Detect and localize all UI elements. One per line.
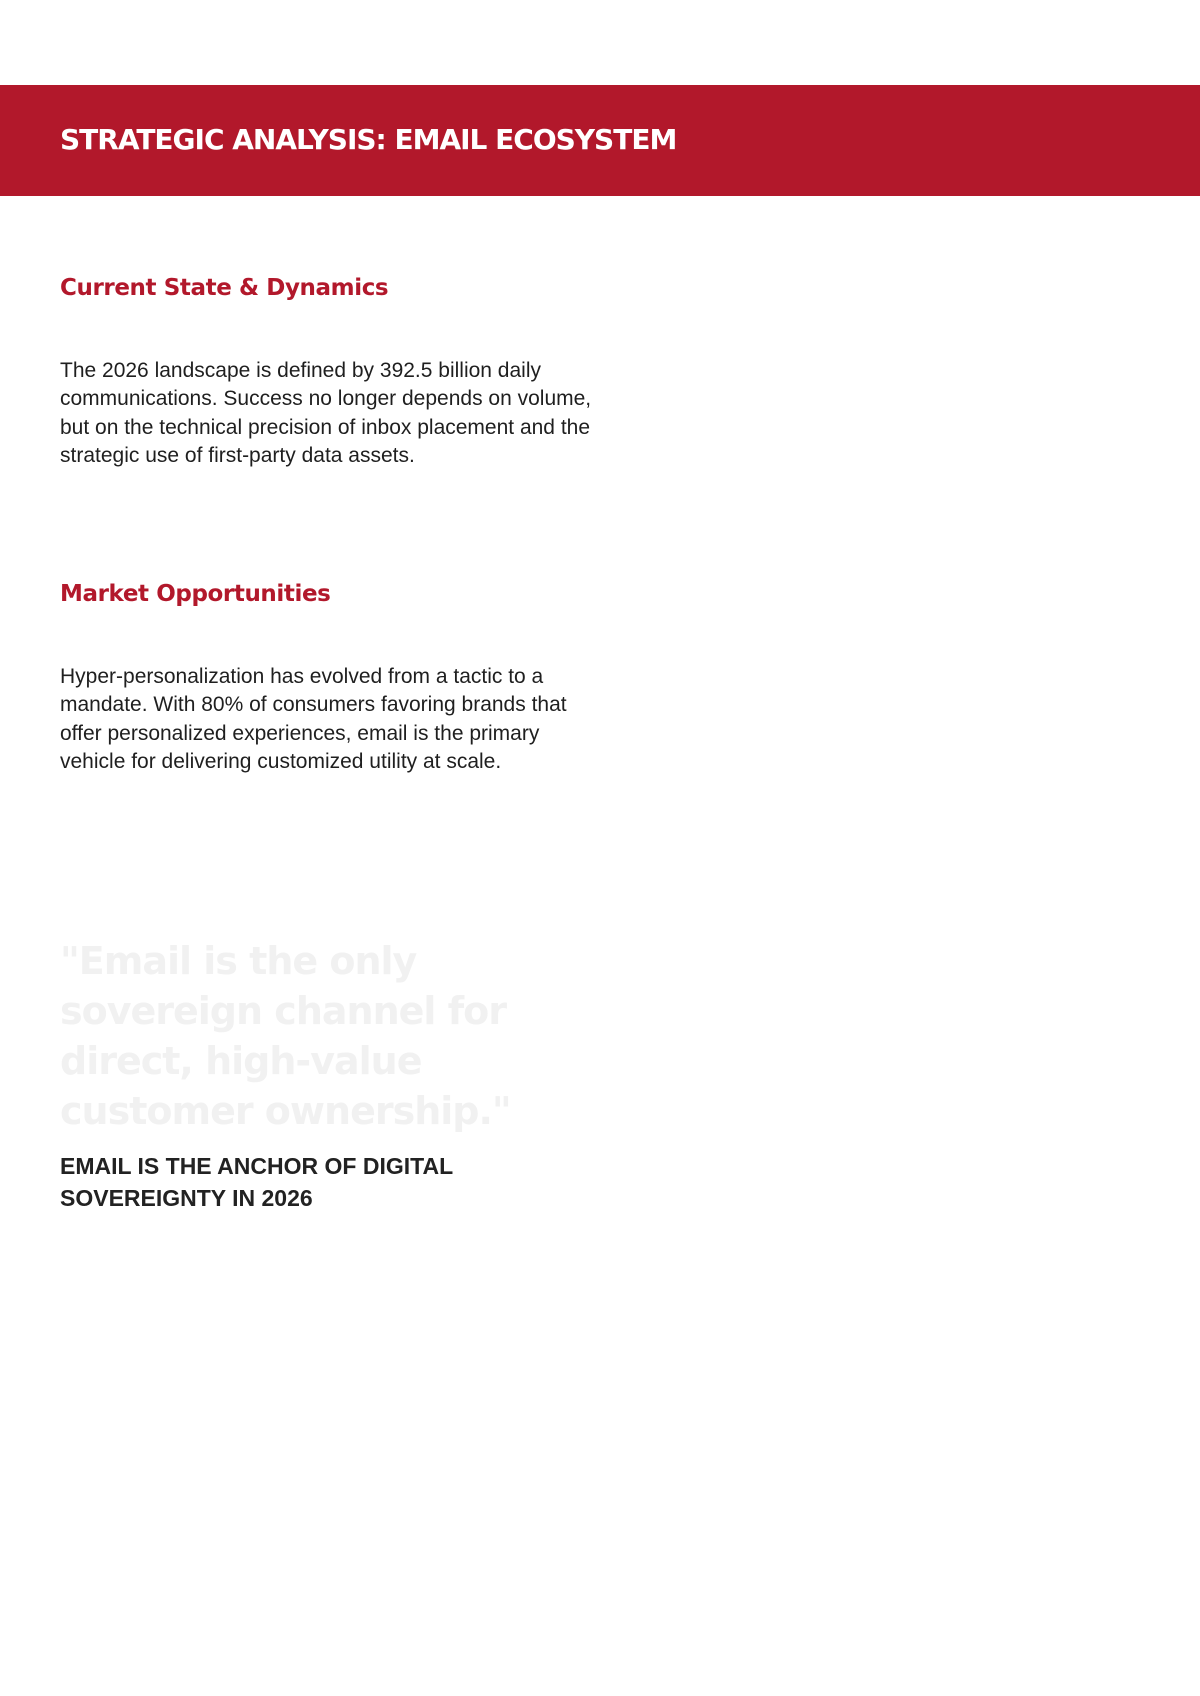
section-heading-current-state: Current State & Dynamics — [60, 275, 389, 301]
callout-statement: EMAIL IS THE ANCHOR OF DIGITAL SOVEREIGNTY IN 2026 — [60, 1153, 453, 1211]
section-heading-market-opportunities: Market Opportunities — [60, 581, 331, 607]
page-title: STRATEGIC ANALYSIS: EMAIL ECOSYSTEM — [60, 123, 677, 156]
section-body-market-opportunities: Hyper-personalization has evolved from a tactic to a mandate. With 80% of consumers favoring brands that offer personalized experiences, email is the primary vehicle for delivering customized utility at scale. — [60, 665, 567, 773]
pull-quote: "Email is the only sovereign channel for direct, high-value customer ownership." — [60, 939, 511, 1133]
header-band — [0, 85, 1200, 196]
section-body-current-state: The 2026 landscape is defined by 392.5 billion daily communications. Success no longer depends on volume, but on the technical precision of inbox placement and the strategic use of first-party data assets. — [60, 359, 592, 467]
